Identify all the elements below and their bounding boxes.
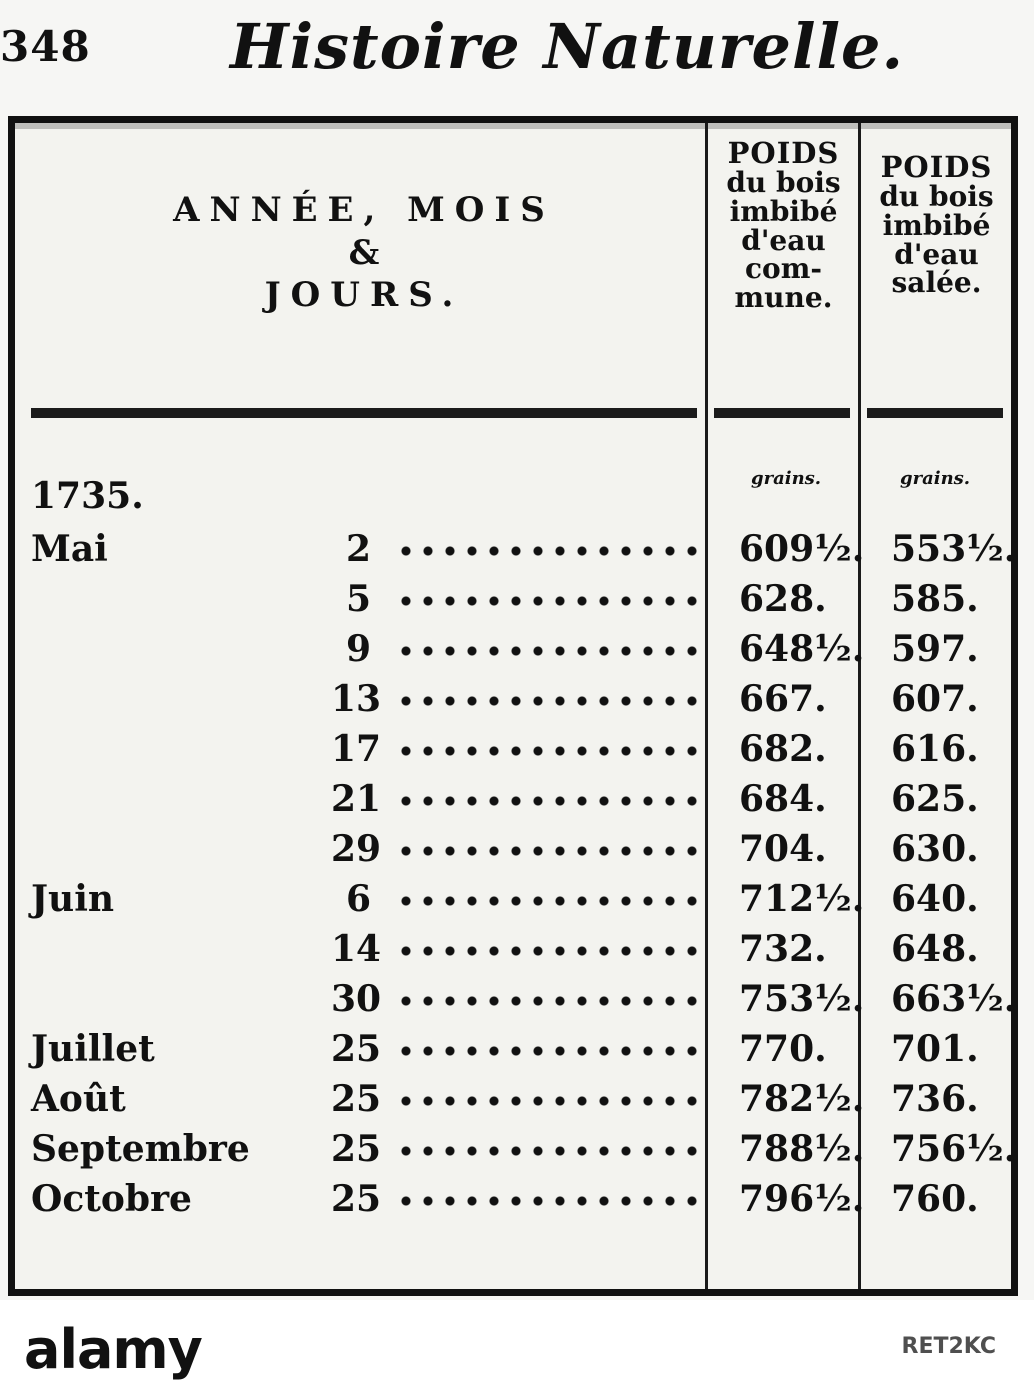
- row-month: Mai: [31, 528, 108, 570]
- table-row: [31, 924, 1011, 974]
- header-year-month-days: [31, 189, 697, 317]
- row-weight-salt: 625.: [891, 778, 979, 820]
- unit-col2: grains.: [900, 468, 971, 489]
- table-row: [31, 574, 1011, 624]
- row-weight-salt: 736.: [891, 1078, 979, 1120]
- dot-leader: [395, 594, 709, 608]
- header-rule-col1: [714, 408, 850, 418]
- header-col1-line-5: mune.: [734, 281, 833, 315]
- table-row: [31, 624, 1011, 674]
- row-day: 17: [331, 728, 382, 770]
- table-row: [31, 674, 1011, 724]
- dot-leader: [395, 1144, 709, 1158]
- dot-leader: [395, 844, 709, 858]
- header-col2-label: POIDS: [880, 150, 993, 184]
- row-day: 13: [331, 678, 382, 720]
- unit-col1: grains.: [751, 468, 822, 489]
- row-day: 25: [331, 1178, 382, 1220]
- dot-leader: [395, 1044, 709, 1058]
- row-weight-common: 732.: [739, 928, 827, 970]
- table-row: [31, 824, 1011, 874]
- watermark-bar: [0, 1300, 1034, 1390]
- row-weight-common: 682.: [739, 728, 827, 770]
- dot-leader: [395, 794, 709, 808]
- header-col2-line-2: imbibé: [882, 208, 991, 242]
- row-month: Août: [31, 1078, 126, 1120]
- row-weight-salt: 701.: [891, 1028, 979, 1070]
- dot-leader: [395, 994, 709, 1008]
- page-number: 348: [0, 22, 91, 71]
- row-weight-salt: 640.: [891, 878, 979, 920]
- row-day: 6: [345, 878, 371, 920]
- table-row: [31, 524, 1017, 574]
- header-left-line-1: ANNÉE, MOIS: [173, 190, 555, 230]
- row-day: 29: [331, 828, 382, 870]
- header-col1-line-1: du bois: [726, 165, 841, 199]
- table-row: [31, 1174, 1011, 1224]
- dot-leader: [395, 1194, 709, 1208]
- header-weight-common-water: [711, 136, 856, 315]
- row-day: 14: [331, 928, 382, 970]
- row-weight-salt: 756½.: [891, 1128, 1017, 1170]
- row-weight-common: 782½.: [739, 1078, 865, 1120]
- row-day: 9: [345, 628, 371, 670]
- dot-leader: [395, 694, 709, 708]
- row-weight-common: 770.: [739, 1028, 827, 1070]
- row-day: 25: [331, 1078, 382, 1120]
- row-weight-common: 796½.: [739, 1178, 865, 1220]
- row-day: 30: [331, 978, 382, 1020]
- row-month: Juillet: [31, 1028, 155, 1070]
- watermark-logo: alamy: [24, 1318, 202, 1381]
- table-row: [31, 1024, 1011, 1074]
- data-table: [8, 116, 1018, 1296]
- row-weight-common: 788½.: [739, 1128, 865, 1170]
- row-weight-common: 753½.: [739, 978, 865, 1020]
- header-left-line-3: JOURS.: [264, 275, 464, 315]
- row-weight-salt: 585.: [891, 578, 979, 620]
- row-weight-salt: 630.: [891, 828, 979, 870]
- row-weight-common: 684.: [739, 778, 827, 820]
- row-weight-salt: 616.: [891, 728, 979, 770]
- row-weight-common: 704.: [739, 828, 827, 870]
- header-left-line-2: &: [348, 232, 380, 273]
- row-weight-salt: 648.: [891, 928, 979, 970]
- header-col1-line-2: imbibé: [729, 194, 838, 228]
- watermark-id: RET2KC: [901, 1334, 996, 1359]
- row-weight-common: 609½.: [739, 528, 865, 570]
- row-month: Septembre: [31, 1128, 250, 1170]
- dot-leader: [395, 894, 709, 908]
- header-col1-label: POIDS: [727, 136, 840, 170]
- header-col1-line-4: com-: [745, 252, 822, 286]
- row-weight-common: 667.: [739, 678, 827, 720]
- row-day: 25: [331, 1028, 382, 1070]
- row-weight-salt: 663½.: [891, 978, 1017, 1020]
- table-row: [31, 1074, 1011, 1124]
- row-month: Octobre: [31, 1178, 192, 1220]
- dot-leader: [395, 1094, 709, 1108]
- page-title: Histoire Naturelle.: [230, 10, 905, 83]
- header-weight-salt-water: [864, 150, 1009, 300]
- table-row: [31, 724, 1011, 774]
- row-weight-common: 648½.: [739, 628, 865, 670]
- row-day: 21: [331, 778, 382, 820]
- header-col1-line-3: d'eau: [741, 223, 826, 257]
- row-weight-salt: 607.: [891, 678, 979, 720]
- dot-leader: [395, 544, 709, 558]
- row-weight-salt: 597.: [891, 628, 979, 670]
- header-col2-line-3: d'eau: [894, 237, 979, 271]
- table-row: [31, 1124, 1017, 1174]
- header-col2-line-4: salée.: [891, 266, 982, 300]
- row-day: 5: [345, 578, 371, 620]
- header-rule-col2: [867, 408, 1003, 418]
- dot-leader: [395, 744, 709, 758]
- header-col2-line-1: du bois: [879, 179, 994, 213]
- row-weight-common: 712½.: [739, 878, 865, 920]
- dot-leader: [395, 644, 709, 658]
- row-day: 25: [331, 1128, 382, 1170]
- row-weight-salt: 553½.: [891, 528, 1017, 570]
- table-row: [31, 874, 1011, 924]
- table-year: 1735.: [31, 475, 144, 517]
- row-month: Juin: [31, 878, 115, 920]
- row-weight-common: 628.: [739, 578, 827, 620]
- table-row: [31, 774, 1011, 824]
- header-rule-left: [31, 408, 697, 418]
- row-weight-salt: 760.: [891, 1178, 979, 1220]
- dot-leader: [395, 944, 709, 958]
- row-day: 2: [345, 528, 371, 570]
- table-row: [31, 974, 1017, 1024]
